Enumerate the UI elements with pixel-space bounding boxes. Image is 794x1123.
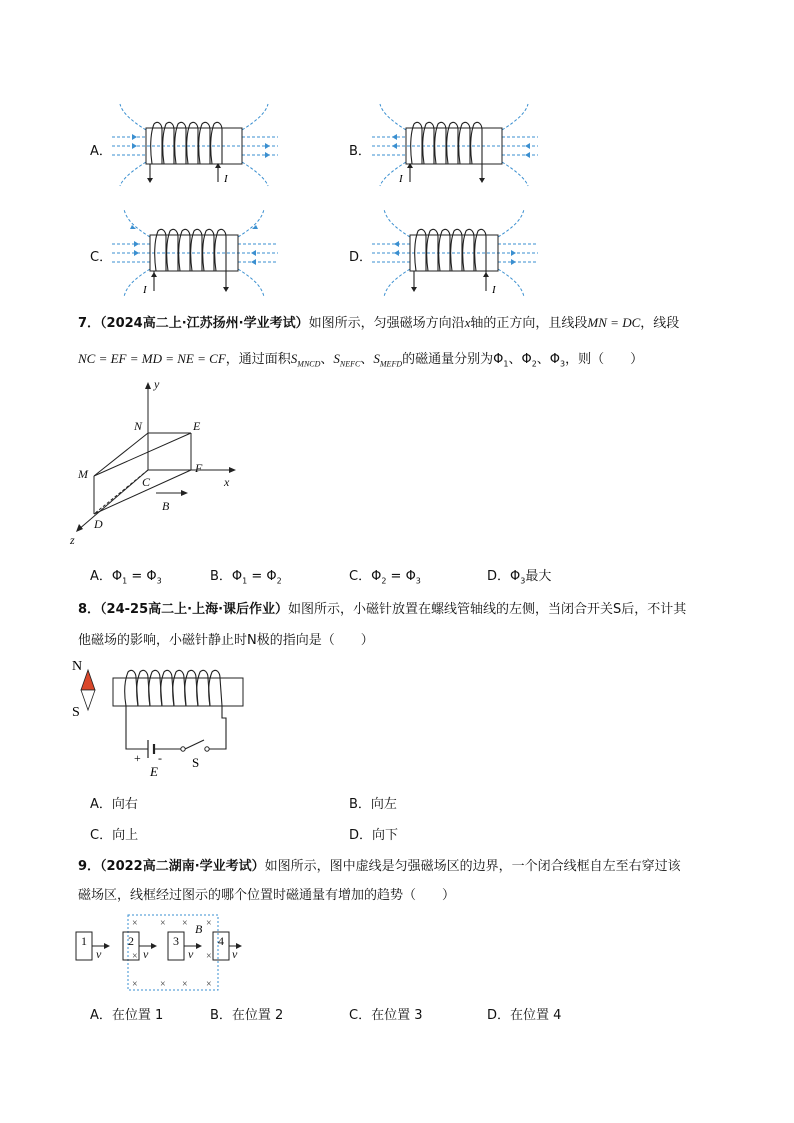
q7-prism-figure bbox=[66, 378, 246, 550]
q8-text-1: 如图所示，小磁针放置在螺线管轴线的左侧，当闭合开关S后，不计其 bbox=[288, 602, 687, 617]
q7-fig-n: N bbox=[134, 419, 143, 433]
q8-option-b[interactable] bbox=[349, 793, 397, 812]
q7-s1: S bbox=[290, 351, 298, 366]
q6-solenoid-figure-a bbox=[110, 100, 280, 190]
q8-needle-s: S bbox=[72, 705, 80, 720]
compass-needle-north-icon bbox=[81, 670, 95, 690]
q7-option-b-text: Φ bbox=[231, 569, 243, 584]
q6-option-c-label[interactable]: C． bbox=[90, 250, 113, 265]
q9-option-d-label: D． bbox=[487, 1008, 511, 1023]
q9-option-b[interactable] bbox=[210, 1004, 283, 1023]
q6-a-current-label: I bbox=[224, 173, 228, 185]
q8-option-d[interactable] bbox=[349, 824, 398, 843]
q7-text-e: 的磁通量分别为Φ bbox=[402, 352, 504, 367]
q7-fig-b: B bbox=[162, 499, 170, 513]
q8-option-a-label: A． bbox=[90, 797, 112, 812]
q7-sep3: 、 bbox=[508, 352, 522, 367]
q9-cross: × bbox=[160, 979, 166, 990]
q7-sep4: 、 bbox=[536, 352, 550, 367]
q9-cross: × bbox=[182, 918, 188, 929]
q7-fig-e: E bbox=[193, 419, 201, 433]
q7-axis-x: x bbox=[464, 315, 471, 330]
q9-option-c-text: 在位置 3 bbox=[371, 1008, 423, 1023]
q8-stem-line1 bbox=[78, 596, 686, 623]
q9-cross: × bbox=[206, 918, 212, 929]
q8-needle-n: N bbox=[72, 659, 83, 674]
q7-s3-sub: MEFD bbox=[379, 359, 403, 369]
q6-option-b-label[interactable]: B． bbox=[349, 144, 371, 159]
q9-number: 9． bbox=[78, 859, 101, 874]
q9-pos-4: 4 bbox=[218, 934, 224, 948]
q7-s2: S bbox=[333, 351, 340, 366]
q7-number: 7． bbox=[78, 316, 101, 331]
q7-phi-sub2: 2 bbox=[531, 359, 537, 369]
q8-option-b-label: B． bbox=[349, 797, 371, 812]
q6-option-a-label[interactable]: A． bbox=[90, 144, 112, 159]
q9-option-c-label: C． bbox=[349, 1008, 372, 1023]
q7-fig-f: F bbox=[195, 461, 203, 475]
q9-v-1: v bbox=[96, 947, 102, 961]
q8-plus: + bbox=[134, 751, 141, 765]
q7-option-d[interactable] bbox=[487, 565, 551, 586]
q9-v-3: v bbox=[188, 947, 194, 961]
q7-fig-m: M bbox=[78, 467, 88, 481]
q7-s3: S bbox=[373, 351, 380, 366]
q7-option-d-text: Φ bbox=[510, 569, 521, 584]
q9-field-b: B bbox=[195, 922, 203, 936]
q9-stem-line2: 磁场区，线框经过图示的哪个位置时磁通量有增加的趋势（ ） bbox=[78, 888, 456, 903]
q7-fig-y: y bbox=[154, 378, 160, 391]
q6-solenoid-figure-d bbox=[370, 205, 540, 300]
q7-text-b: 轴的正方向，且线段 bbox=[470, 316, 588, 331]
q7-fig-d: D bbox=[94, 517, 103, 531]
q7-option-a-text: Φ bbox=[111, 569, 123, 584]
q7-text-c: ，线段 bbox=[640, 316, 680, 331]
q8-option-d-text: 向下 bbox=[372, 828, 399, 843]
q9-option-b-label: B． bbox=[210, 1008, 232, 1023]
q9-cross: × bbox=[132, 951, 138, 962]
q9-pos-3: 3 bbox=[173, 934, 179, 948]
q9-source: （2022高二湖南·学业考试） bbox=[100, 859, 265, 874]
q9-v-2: v bbox=[143, 947, 149, 961]
q8-minus: - bbox=[158, 751, 162, 765]
q6-b-current-label: I bbox=[399, 173, 403, 185]
q7-stem-line1 bbox=[78, 309, 679, 337]
q7-option-b-sub1: 1 bbox=[242, 576, 248, 586]
q9-cross: × bbox=[206, 951, 212, 962]
q9-cross: × bbox=[132, 979, 138, 990]
q8-switch-s: S bbox=[192, 755, 200, 770]
q9-pos-1: 1 bbox=[81, 934, 87, 948]
q9-field-boundary bbox=[128, 915, 218, 990]
q8-option-d-label: D． bbox=[349, 828, 373, 843]
q8-option-a[interactable] bbox=[90, 793, 138, 812]
q7-option-a-sub1: 1 bbox=[122, 576, 128, 586]
q8-option-b-text: 向左 bbox=[370, 797, 397, 812]
q7-stem-line2: NC = EF = MD = NE = CF，通过面积$S_{MNCD}$、$S_{NEFC}$、$S_{MEFD}$的磁通量分别为$\Phi_1$、$\Phi_2$、$\Phi_3$，则（ ） bbox=[78, 351, 644, 369]
q8-number: 8． bbox=[78, 602, 101, 617]
q7-option-a-label: A． bbox=[90, 569, 112, 584]
q9-stem-line1 bbox=[78, 853, 681, 880]
q7-option-c-sub2: 3 bbox=[415, 576, 421, 586]
q7-text-a: 如图所示，匀强磁场方向沿 bbox=[308, 316, 465, 331]
q9-cross: × bbox=[132, 918, 138, 929]
q8-stem-line2: 他磁场的影响，小磁针静止时N极的指向是（ ） bbox=[78, 633, 374, 648]
q7-phi-sub1: 1 bbox=[503, 359, 509, 369]
q7-option-b-sub2: 2 bbox=[276, 576, 282, 586]
compass-needle-south-icon bbox=[81, 690, 95, 710]
q9-option-d[interactable] bbox=[487, 1004, 561, 1023]
q7-option-a-mid: = Φ bbox=[127, 569, 157, 584]
q7-phi-sub3: 3 bbox=[560, 359, 566, 369]
q9-cross: × bbox=[182, 979, 188, 990]
q7-fig-c: C bbox=[142, 475, 151, 489]
q9-option-c[interactable] bbox=[349, 1004, 422, 1023]
q8-source: （24-25高二上·上海·课后作业） bbox=[100, 602, 289, 617]
q9-option-a-label: A． bbox=[90, 1008, 112, 1023]
q8-option-c-label: C． bbox=[90, 828, 113, 843]
q8-battery-e: E bbox=[150, 764, 158, 779]
q7-option-b-mid: = Φ bbox=[247, 569, 277, 584]
q7-option-b-label: B． bbox=[210, 569, 232, 584]
q7-option-a[interactable] bbox=[90, 565, 162, 586]
q6-solenoid-figure-c bbox=[110, 205, 280, 300]
q7-eqs: NC = EF = MD = NE = CF bbox=[78, 351, 226, 366]
q7-option-c-label: C． bbox=[349, 569, 372, 584]
q6-d-current-label: I bbox=[492, 284, 496, 296]
q8-option-c[interactable] bbox=[90, 824, 138, 843]
q9-cross: × bbox=[206, 979, 212, 990]
q8-option-c-text: 向上 bbox=[112, 828, 139, 843]
q8-solenoid-circuit-figure bbox=[66, 656, 256, 780]
q9-option-a-text: 在位置 1 bbox=[111, 1008, 164, 1023]
q7-eq1: MN = DC bbox=[587, 315, 641, 330]
q7-s1-sub: MNCD bbox=[297, 359, 321, 369]
q7-s2-sub: NEFC bbox=[339, 359, 361, 369]
q9-option-a[interactable] bbox=[90, 1004, 163, 1023]
q7-option-c[interactable] bbox=[349, 565, 421, 586]
q9-magnetic-region-figure bbox=[70, 912, 250, 994]
q7-option-c-text: Φ bbox=[371, 569, 382, 584]
q7-text-f: ，则（ ） bbox=[565, 352, 644, 367]
q7-text-d: ，通过面积 bbox=[225, 352, 291, 367]
q7-option-c-sub1: 2 bbox=[381, 576, 387, 586]
q9-option-b-text: 在位置 2 bbox=[231, 1008, 284, 1023]
q9-pos-2: 2 bbox=[128, 934, 134, 948]
q7-option-a-sub2: 3 bbox=[156, 576, 162, 586]
q7-option-b[interactable] bbox=[210, 565, 282, 586]
q7-source: （2024高二上·江苏扬州·学业考试） bbox=[100, 316, 309, 331]
q6-c-current-label: I bbox=[143, 284, 147, 296]
q9-cross: × bbox=[160, 918, 166, 929]
q8-option-a-text: 向右 bbox=[111, 797, 138, 812]
q9-text-1: 如图所示，图中虚线是匀强磁场区的边界，一个闭合线框自左至右穿过该 bbox=[264, 859, 681, 874]
q7-option-d-label: D． bbox=[487, 569, 511, 584]
q7-sep2: 、 bbox=[360, 352, 374, 367]
q9-v-4: v bbox=[232, 947, 238, 961]
q9-option-d-text: 在位置 4 bbox=[510, 1008, 562, 1023]
q7-option-d-sub1: 3 bbox=[520, 576, 526, 586]
q6-option-d-label[interactable]: D． bbox=[349, 250, 373, 265]
q6-solenoid-figure-b bbox=[370, 100, 540, 190]
q7-fig-x: x bbox=[224, 475, 230, 489]
q7-fig-z: z bbox=[70, 533, 75, 547]
q7-option-d-tail: 最大 bbox=[525, 569, 552, 584]
q7-option-c-mid: = Φ bbox=[386, 569, 416, 584]
q7-sep1: 、 bbox=[320, 352, 334, 367]
